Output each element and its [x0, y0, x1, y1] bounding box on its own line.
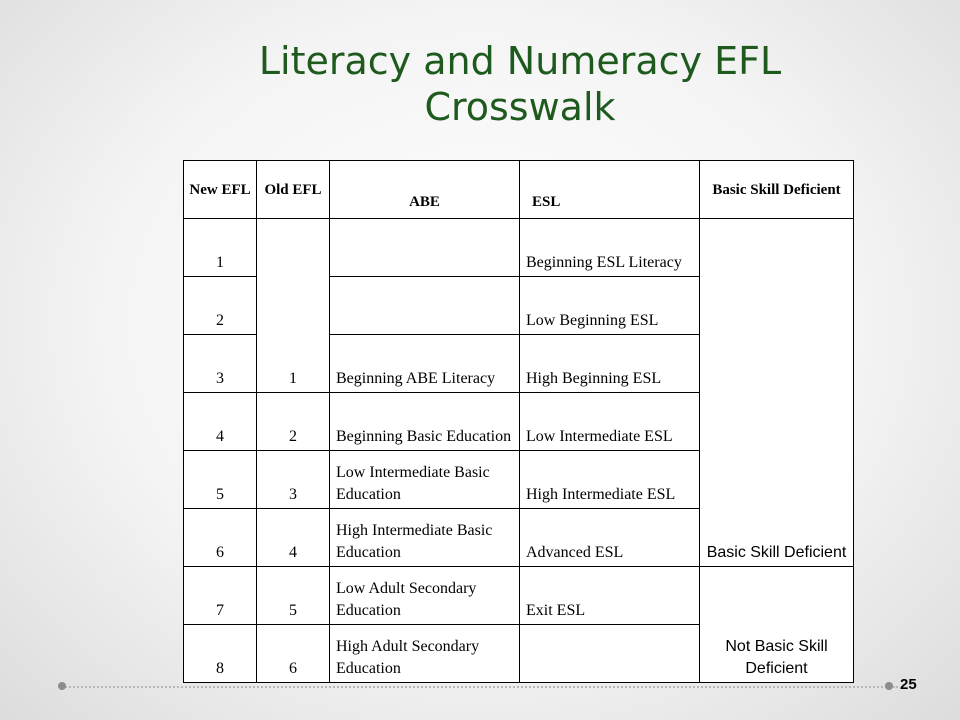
cell-esl: Beginning ESL Literacy [520, 219, 700, 277]
table-header-row [184, 161, 854, 219]
cell-abe: High Adult Secondary Education [330, 625, 520, 683]
crosswalk-table [183, 160, 854, 683]
cell-old-efl: 5 [257, 567, 330, 625]
cell-new-efl: 2 [184, 277, 257, 335]
cell-abe: Beginning ABE Literacy [330, 335, 520, 393]
table-row [184, 219, 854, 277]
footer-dot-right [885, 682, 893, 690]
cell-esl: Exit ESL [520, 567, 700, 625]
cell-old-efl: 6 [257, 625, 330, 683]
cell-abe: Beginning Basic Education [330, 393, 520, 451]
cell-esl: Low Intermediate ESL [520, 393, 700, 451]
cell-new-efl: 4 [184, 393, 257, 451]
header-basic-skill: Basic Skill Deficient [700, 161, 854, 219]
header-new-efl: New EFL [184, 161, 257, 219]
cell-old-efl: 2 [257, 393, 330, 451]
cell-esl: Low Beginning ESL [520, 277, 700, 335]
cell-esl: High Beginning ESL [520, 335, 700, 393]
cell-new-efl: 8 [184, 625, 257, 683]
cell-esl: High Intermediate ESL [520, 451, 700, 509]
cell-esl: Advanced ESL [520, 509, 700, 567]
cell-basic-skill-deficient: Basic Skill Deficient [700, 219, 854, 567]
cell-old-efl: 3 [257, 451, 330, 509]
cell-abe [330, 219, 520, 277]
cell-abe: High Intermediate Basic Education [330, 509, 520, 567]
page-title [180, 38, 860, 130]
title-line-2: Crosswalk [424, 85, 616, 129]
cell-new-efl: 5 [184, 451, 257, 509]
cell-abe: Low Adult Secondary Education [330, 567, 520, 625]
table-row [184, 567, 854, 625]
cell-old-efl: 4 [257, 509, 330, 567]
page-number: 25 [900, 676, 917, 693]
title-line-1: Literacy and Numeracy EFL [258, 39, 782, 83]
cell-abe: Low Intermediate Basic Education [330, 451, 520, 509]
cell-old-efl-merged: 1 [257, 219, 330, 393]
header-old-efl: Old EFL [257, 161, 330, 219]
cell-esl [520, 625, 700, 683]
cell-new-efl: 3 [184, 335, 257, 393]
cell-new-efl: 7 [184, 567, 257, 625]
cell-not-basic-skill-deficient: Not Basic Skill Deficient [700, 567, 854, 683]
cell-abe [330, 277, 520, 335]
header-abe: ABE [330, 161, 520, 219]
cell-new-efl: 6 [184, 509, 257, 567]
cell-new-efl: 1 [184, 219, 257, 277]
footer-dot-left [58, 682, 66, 690]
footer-divider [62, 686, 898, 688]
header-esl: ESL [520, 161, 700, 219]
